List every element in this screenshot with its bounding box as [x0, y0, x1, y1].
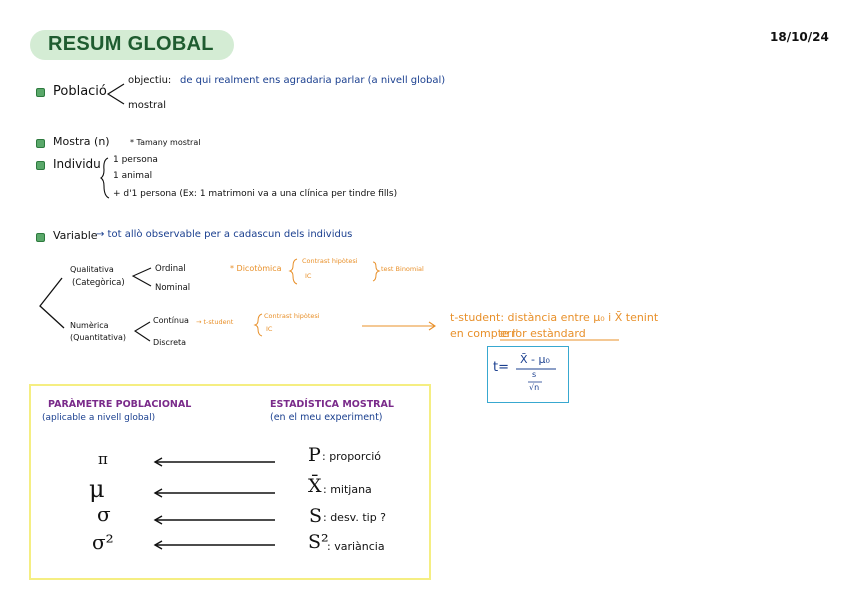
checkbox-icon	[36, 233, 45, 242]
categorica-label: (Categòrica)	[72, 278, 125, 288]
stat-symbol: S	[309, 505, 323, 527]
objectiu-text: de qui realment ens agradaria parlar (a nivell global)	[180, 75, 446, 86]
pi-symbol: π	[98, 450, 108, 468]
stat-symbol: P	[308, 444, 321, 466]
mostral-label: mostral	[128, 100, 167, 111]
stat-desc: : desv. tip ?	[323, 511, 387, 524]
box-right-title: ESTADÍSTICA MOSTRAL	[270, 399, 394, 410]
checkbox-icon	[36, 88, 45, 97]
dicotomica-label: * Dicotòmica	[230, 264, 282, 273]
formula-denom-top: s	[532, 370, 537, 379]
box-left-sub: (aplicable a nivell global)	[42, 413, 156, 423]
poblacio-label: Població	[53, 84, 107, 99]
discreta-label: Discreta	[153, 338, 187, 347]
error-estandard: error estàndard	[500, 327, 586, 340]
continua-label: Contínua	[153, 316, 189, 325]
date: 18/10/24	[770, 30, 829, 44]
formula-numerator: X̄ - μ₀	[520, 353, 550, 366]
numerica-label: Numèrica	[70, 321, 109, 330]
individu-label: Individu	[53, 157, 101, 171]
t-student-arrow-label: → t-student	[196, 318, 234, 326]
contrast-label: Contrast hipòtesi	[302, 257, 358, 265]
ordinal-label: Ordinal	[155, 264, 186, 274]
page-title: RESUM GLOBAL	[48, 33, 214, 55]
sigma-symbol: σ	[97, 502, 111, 526]
box-left-title: PARÀMETRE POBLACIONAL	[48, 399, 192, 410]
qualitativa-label: Qualitativa	[70, 265, 114, 274]
quantitativa-label: (Quantitativa)	[70, 333, 126, 342]
ic-label: IC	[266, 325, 273, 333]
mostra-note: * Tamany mostral	[130, 138, 201, 147]
objectiu-label: objectiu:	[128, 75, 172, 86]
stat-symbol: X̄	[308, 475, 322, 497]
contrast-label: Contrast hipòtesi	[264, 312, 320, 320]
checkbox-icon	[36, 139, 45, 148]
formula-denom-bottom: √n	[529, 383, 540, 392]
test-binomial-label: test Binomial	[381, 265, 424, 273]
individu-item: 1 persona	[113, 155, 158, 165]
mostra-label: Mostra (n)	[53, 135, 110, 148]
nominal-label: Nominal	[155, 283, 191, 293]
formula-lhs: t=	[493, 360, 509, 375]
stat-desc: : mitjana	[323, 483, 372, 496]
stat-symbol: S²	[308, 531, 329, 553]
variable-label: Variable	[53, 229, 98, 242]
ic-label: IC	[305, 272, 312, 280]
box-right-sub: (en el meu experiment)	[270, 412, 383, 423]
sigma-squared-symbol: σ²	[92, 530, 114, 554]
mu-symbol: μ	[89, 475, 105, 503]
stat-desc: : variància	[327, 540, 385, 553]
t-student-title: t-student: distància entre μ₀ i X̄ tenint	[450, 311, 659, 324]
t-student-title-cont: en compte l'	[450, 327, 519, 340]
individu-item: + d'1 persona (Ex: 1 matrimoni va a una clínica per tindre fills)	[113, 189, 398, 199]
checkbox-icon	[36, 161, 45, 170]
stat-desc: : proporció	[322, 450, 382, 463]
variable-definition: → tot allò observable per a cadascun dels individus	[96, 229, 353, 240]
individu-item: 1 animal	[113, 171, 153, 181]
